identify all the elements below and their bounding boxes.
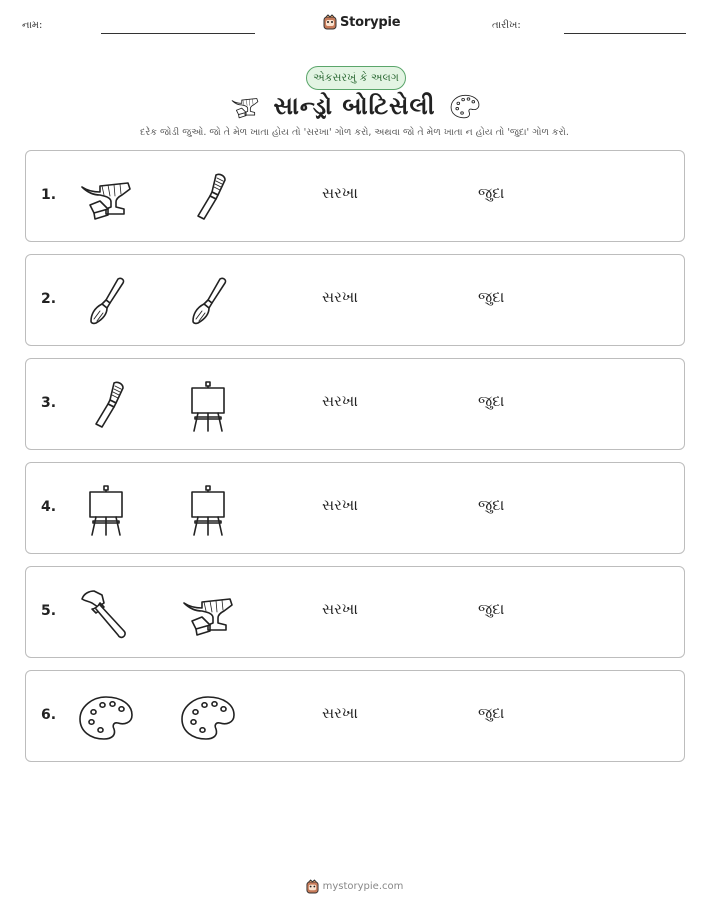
- anvil-icon: [180, 585, 236, 641]
- worksheet-header: [0, 0, 709, 50]
- page-title: સાન્ડ્રો બોટિસેલી: [273, 92, 436, 120]
- different-option[interactable]: જુદા: [478, 496, 505, 514]
- question-row: [25, 462, 685, 554]
- paintbrush-icon: [180, 273, 236, 329]
- question-number: 5.: [41, 603, 57, 619]
- different-option[interactable]: જુદા: [478, 288, 505, 306]
- question-number: 3.: [41, 395, 57, 411]
- easel-icon: [180, 377, 236, 433]
- question-row: [25, 566, 685, 658]
- anvil-icon: [230, 91, 260, 121]
- palette-icon: [450, 91, 480, 121]
- same-option[interactable]: સરખા: [322, 392, 358, 410]
- paintbrush-icon: [78, 273, 134, 329]
- activity-badge: એકસરખું કે અલગ: [306, 66, 406, 90]
- question-number: 2.: [41, 291, 57, 307]
- question-row: [25, 358, 685, 450]
- storypie-logo: [323, 14, 400, 30]
- title-row: [0, 88, 709, 124]
- question-row: [25, 254, 685, 346]
- same-option[interactable]: સરખા: [322, 184, 358, 202]
- same-option[interactable]: સરખા: [322, 704, 358, 722]
- same-option[interactable]: સરખા: [322, 288, 358, 306]
- same-option[interactable]: સરખા: [322, 600, 358, 618]
- easel-icon: [78, 481, 134, 537]
- anvil-icon: [78, 169, 134, 225]
- chisel-icon: [180, 169, 236, 225]
- date-label: તારીખ:: [492, 20, 521, 31]
- easel-icon: [180, 481, 236, 537]
- same-option[interactable]: સરખા: [322, 496, 358, 514]
- different-option[interactable]: જુદા: [478, 600, 505, 618]
- palette-icon: [78, 689, 134, 745]
- different-option[interactable]: જુદા: [478, 704, 505, 722]
- logo-text: Storypie: [340, 14, 401, 30]
- mascot-icon: [306, 879, 319, 894]
- palette-icon: [180, 689, 236, 745]
- question-row: [25, 670, 685, 762]
- footer-site: mystorypie.com: [322, 881, 404, 892]
- name-label: નામ:: [22, 20, 43, 31]
- question-number: 1.: [41, 187, 57, 203]
- date-line[interactable]: [564, 33, 686, 34]
- question-row: [25, 150, 685, 242]
- different-option[interactable]: જુદા: [478, 392, 505, 410]
- name-line[interactable]: [101, 33, 255, 34]
- mascot-icon: [323, 14, 337, 30]
- footer: [0, 879, 709, 894]
- hammer-icon: [78, 585, 134, 641]
- chisel-icon: [78, 377, 134, 433]
- different-option[interactable]: જુદા: [478, 184, 505, 202]
- question-number: 6.: [41, 707, 57, 723]
- question-number: 4.: [41, 499, 57, 515]
- instructions: દરેક જોડી જુઓ. જો તે મેળ ખાતા હોય તો 'સરખા' ગોળ કરો, અથવા જો તે મેળ ખાતા ન હોય તો 'જુદા' ગોળ કરો.: [140, 127, 569, 138]
